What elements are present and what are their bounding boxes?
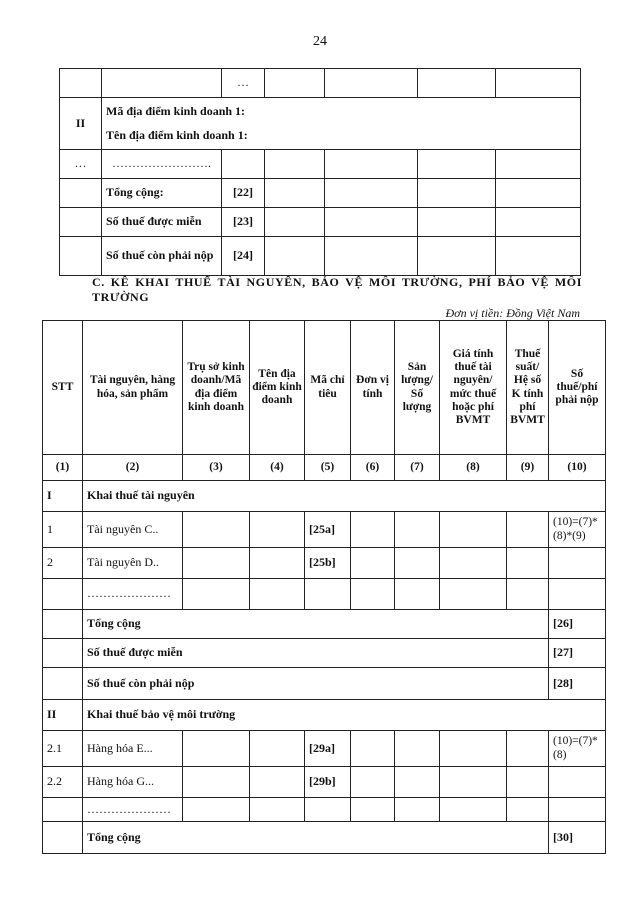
header-office: Trụ sở kinh doanh/Mã địa điểm kinh doanh (183, 321, 250, 455)
table-row: ………………… (43, 579, 606, 610)
page-number: 24 (313, 34, 327, 49)
header-resource: Tài nguyên, hàng hóa, sản phẩm (83, 321, 183, 455)
table-row: … (60, 69, 581, 98)
tax-declaration-table (42, 320, 606, 854)
group-row: II Khai thuế bảo vệ môi trường (43, 700, 606, 731)
table-row: ………………… (43, 798, 606, 822)
top-table (59, 68, 581, 276)
table-row: Số thuế được miễn [23] (60, 208, 581, 237)
table-row: 2 Tài nguyên D.. [25b] (43, 548, 606, 579)
location-code-label: Mã địa điểm kinh doanh 1: (106, 103, 246, 118)
header-location: Tên địa điểm kinh doanh (250, 321, 305, 455)
table-row: II Mã địa điểm kinh doanh 1: Tên địa điểm kinh doanh 1: (60, 98, 581, 150)
table-row: Số thuế còn phải nộp [24] (60, 237, 581, 276)
remain-row: Số thuế còn phải nộp [28] (43, 668, 606, 700)
table-row: … ……………………. (60, 150, 581, 179)
location-name-label: Tên địa điểm kinh doanh 1: (106, 127, 248, 142)
table-row: Tổng cộng: [22] (60, 179, 581, 208)
table-row: 2.1 Hàng hóa E... [29a] (10)=(7)*(8) (43, 731, 606, 767)
currency-unit: Đơn vị tiền: Đồng Việt Nam (445, 306, 580, 320)
total-row: Tổng cộng [30] (43, 822, 606, 854)
column-number-row: (1) (2) (3) (4) (5) (6) (7) (8) (9) (10) (43, 455, 606, 481)
header-code: Mã chỉ tiêu (305, 321, 351, 455)
section-c-title: C. KÊ KHAI THUẾ TÀI NGUYÊN, BẢO VỆ MÔI TRƯỜNG, PHÍ BẢO VỆ MÔI TRƯỜNG (92, 275, 582, 304)
header-rate: Thuế suất/ Hệ số K tính phí BVMT (507, 321, 549, 455)
header-row (43, 321, 606, 455)
header-amount: Số thuế/phí phải nộp (549, 321, 606, 455)
table-row: 1 Tài nguyên C.. [25a] (10)=(7)*(8)*(9) (43, 512, 606, 548)
group-row: I Khai thuế tài nguyên (43, 481, 606, 512)
exempt-row: Số thuế được miễn [27] (43, 639, 606, 668)
total-row: Tổng cộng [26] (43, 610, 606, 639)
header-unit: Đơn vị tính (351, 321, 395, 455)
header-quantity: Sản lượng/ Số lượng (395, 321, 440, 455)
header-stt: STT (43, 321, 83, 455)
header-price: Giá tính thuế tài nguyên/ mức thuế hoặc phí BVMT (440, 321, 507, 455)
table-row: 2.2 Hàng hóa G... [29b] (43, 767, 606, 798)
